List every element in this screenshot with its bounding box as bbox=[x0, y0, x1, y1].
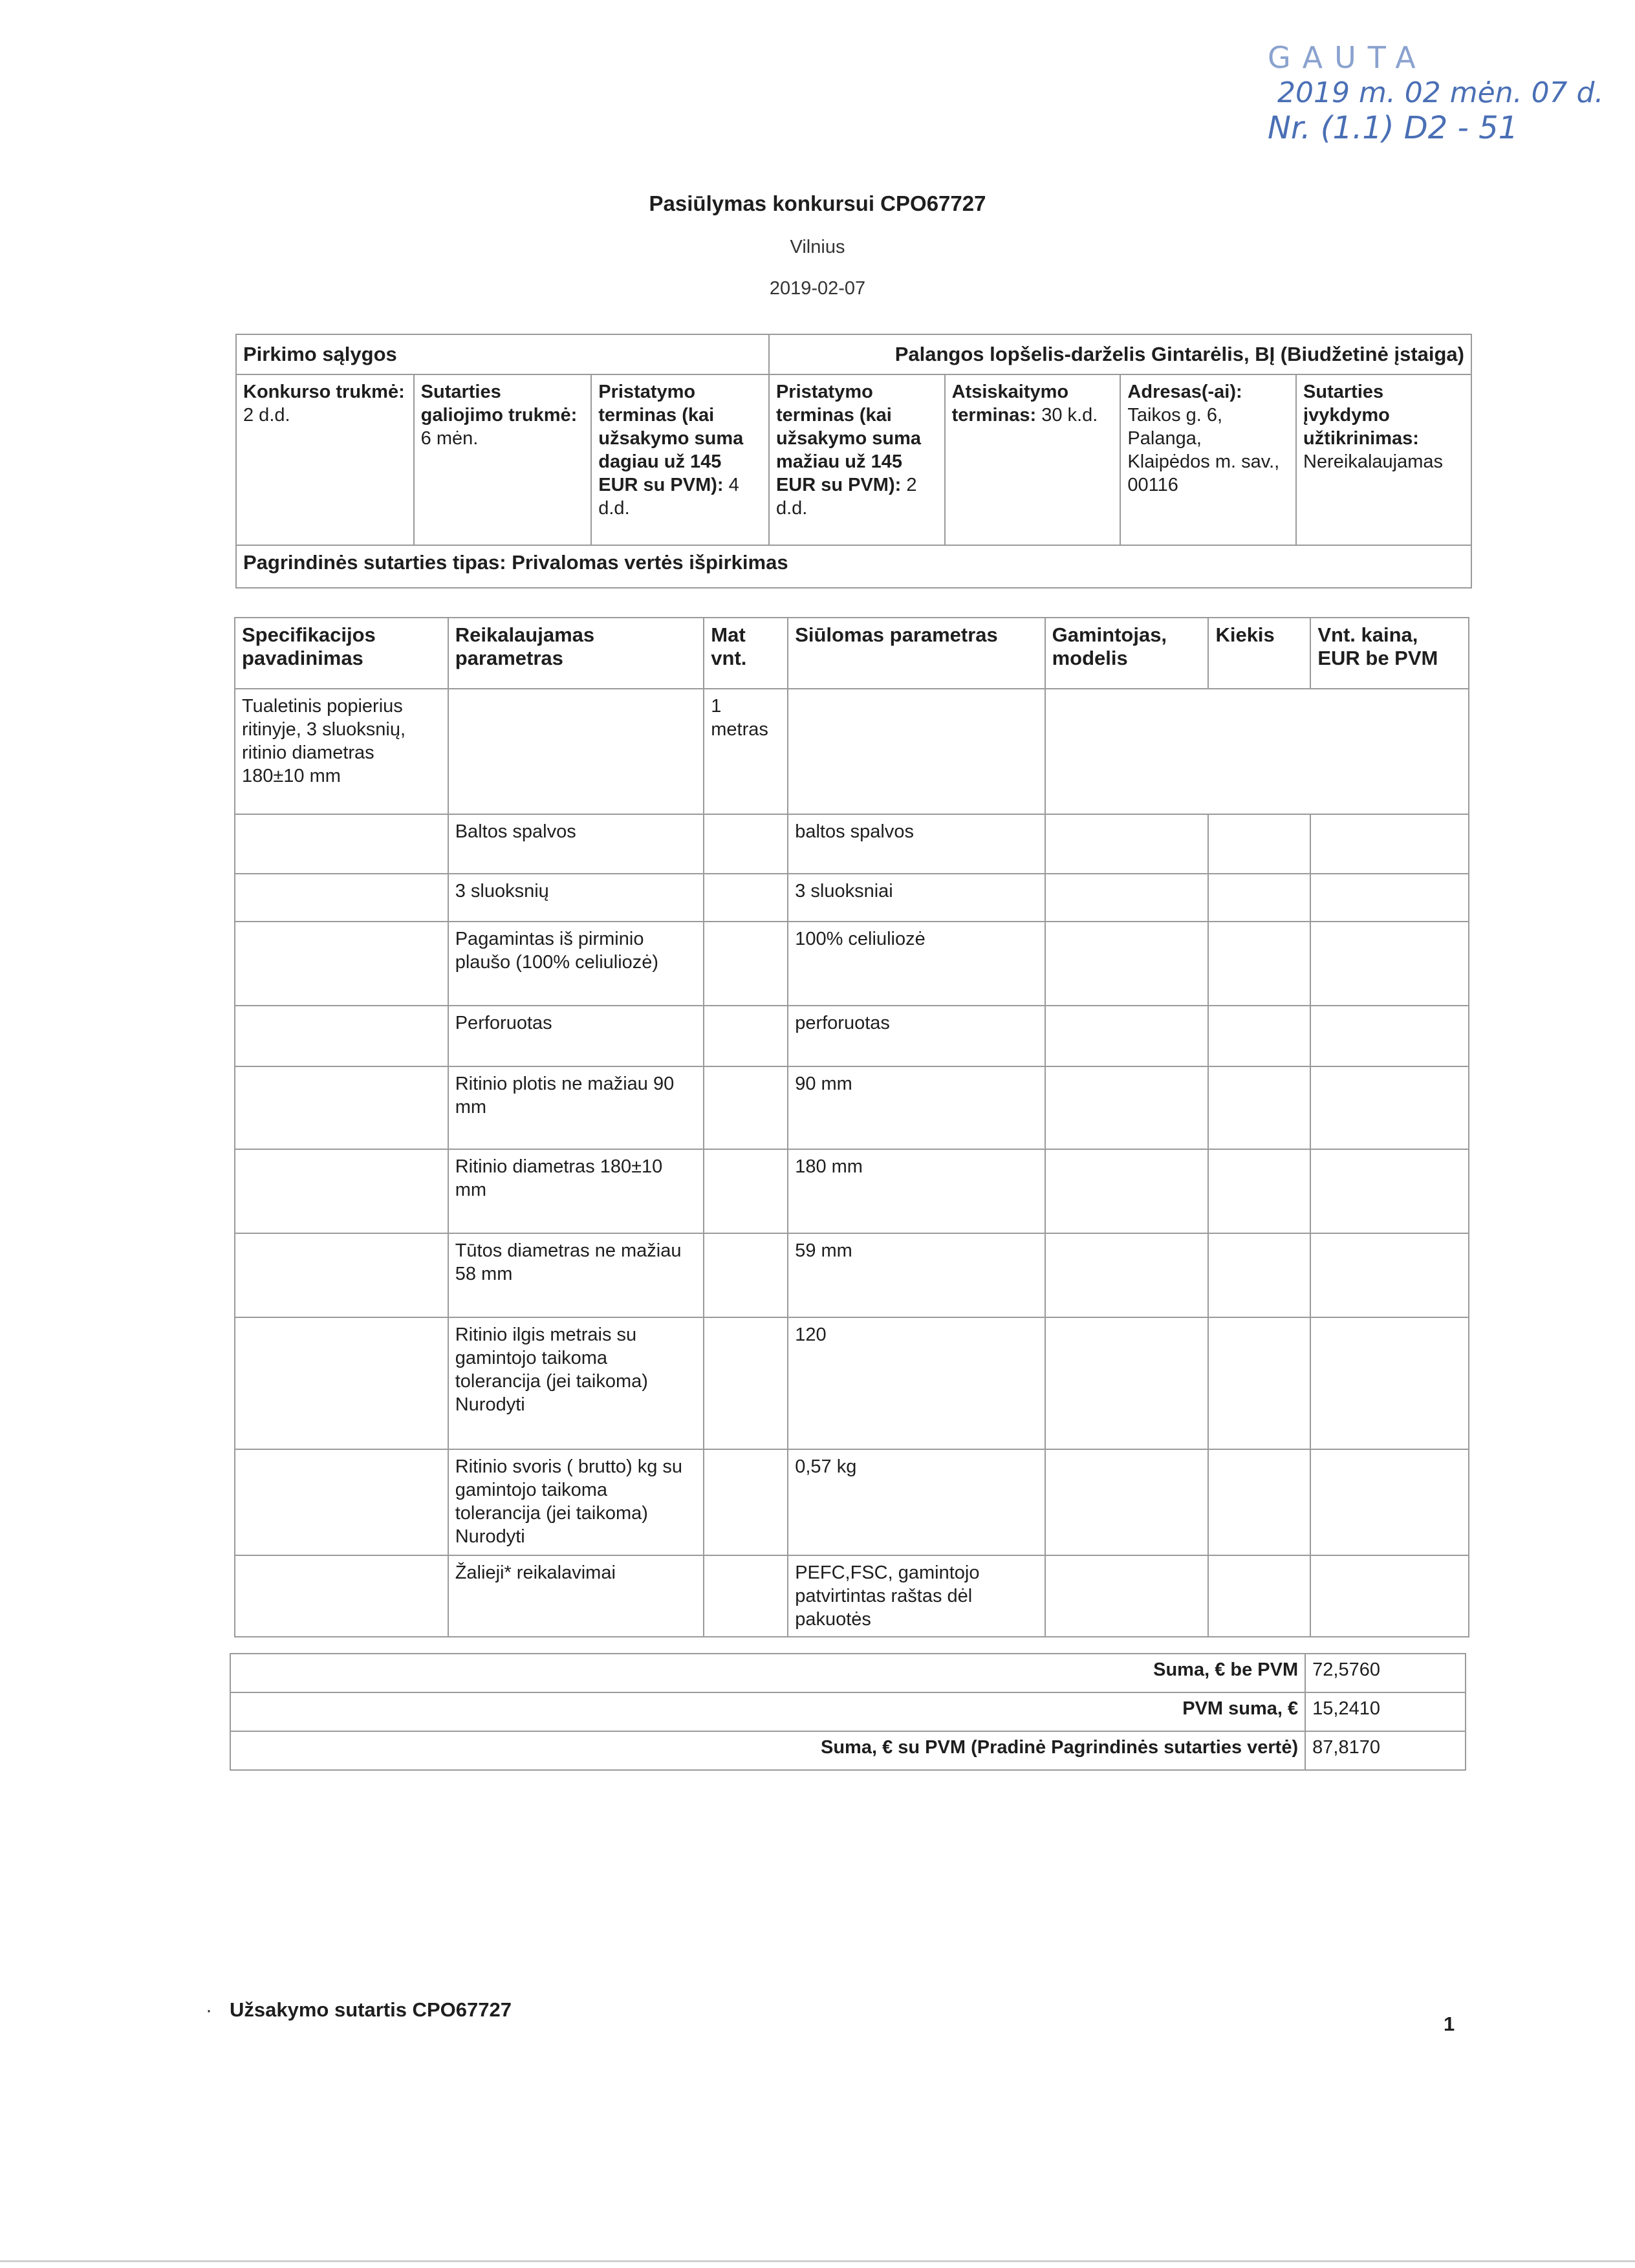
section-label: Pirkimo sąlygos bbox=[236, 334, 769, 374]
address-cell: Adresas(-ai): Taikos g. 6, Palanga, Klaipėdos m. sav., 00116 bbox=[1120, 374, 1296, 545]
footer-contract-ref: Užsakymo sutartis CPO67727 bbox=[230, 1998, 512, 2021]
required-param: Ritinio ilgis metrais su gamintojo taikoma tolerancija (jei taikoma) Nurodyti bbox=[448, 1317, 704, 1449]
table-row bbox=[235, 1449, 1469, 1555]
required-param: Pagamintas iš pirminio plaušo (100% celiuliozė) bbox=[448, 922, 704, 1006]
item-name: Tualetinis popierius ritinyje, 3 sluoksnių, ritinio diametras 180±10 mm bbox=[235, 689, 448, 814]
required-param: Tūtos diametras ne mažiau 58 mm bbox=[448, 1233, 704, 1317]
col-header-offered: Siūlomas parametras bbox=[788, 618, 1045, 689]
required-param: Žalieji* reikalavimai bbox=[448, 1555, 704, 1637]
col-header-qty: Kiekis bbox=[1208, 618, 1310, 689]
offered-param: 100% celiuliozė bbox=[788, 922, 1045, 1006]
col-header-unit: Mat vnt. bbox=[704, 618, 788, 689]
required-param: Ritinio diametras 180±10 mm bbox=[448, 1149, 704, 1233]
table-row bbox=[235, 1066, 1469, 1149]
offered-param: PEFC,FSC, gamintojo patvirtintas raštas dėl pakuotės bbox=[788, 1555, 1045, 1637]
offered-param: 3 sluoksniai bbox=[788, 874, 1045, 922]
buyer-name: Palangos lopšelis-darželis Gintarėlis, BĮ (Biudžetinė įstaiga) bbox=[769, 334, 1471, 374]
security-cell: Sutarties įvykdymo užtikrinimas: Nereikalaujamas bbox=[1296, 374, 1471, 545]
table-row bbox=[235, 1233, 1469, 1317]
footer-bullet: · bbox=[206, 2000, 212, 2021]
vat-total-label: PVM suma, € bbox=[230, 1692, 1305, 1731]
conditions-table bbox=[235, 334, 1472, 589]
table-row bbox=[235, 1006, 1469, 1066]
required-param: Perforuotas bbox=[448, 1006, 704, 1066]
offered-param: perforuotas bbox=[788, 1006, 1045, 1066]
net-total-value: 72,5760 bbox=[1305, 1654, 1466, 1692]
vat-total-value: 15,2410 bbox=[1305, 1692, 1466, 1731]
delivery-over-cell: Pristatymo terminas (kai užsakymo suma dagiau už 145 EUR su PVM): 4 d.d. bbox=[591, 374, 769, 545]
offered-param: 0,57 kg bbox=[788, 1449, 1045, 1555]
totals-table bbox=[230, 1653, 1466, 1771]
offered-param: 120 bbox=[788, 1317, 1045, 1449]
received-stamp-title: GAUTA bbox=[1268, 40, 1427, 75]
specification-table bbox=[234, 617, 1469, 1637]
page-number: 1 bbox=[1444, 2013, 1455, 2035]
document-title: Pasiūlymas konkursui CPO67727 bbox=[649, 191, 986, 215]
document-city: Vilnius bbox=[790, 237, 845, 257]
col-header-price: Vnt. kaina, EUR be PVM bbox=[1310, 618, 1469, 689]
net-total-label: Suma, € be PVM bbox=[230, 1654, 1305, 1692]
col-header-required: Reikalaujamas parametras bbox=[448, 618, 704, 689]
received-stamp-number: Nr. (1.1) D2 - 51 bbox=[1268, 110, 1519, 146]
offered-param: 59 mm bbox=[788, 1233, 1045, 1317]
table-row bbox=[235, 1317, 1469, 1449]
document-date: 2019-02-07 bbox=[769, 278, 866, 299]
table-row bbox=[235, 922, 1469, 1006]
required-param: Ritinio plotis ne mažiau 90 mm bbox=[448, 1066, 704, 1149]
gross-total-value: 87,8170 bbox=[1305, 1731, 1466, 1770]
contest-duration-cell: Konkurso trukmė: 2 d.d. bbox=[236, 374, 414, 545]
col-header-manufacturer: Gamintojas, modelis bbox=[1045, 618, 1209, 689]
table-row bbox=[235, 1149, 1469, 1233]
table-row bbox=[235, 689, 1469, 814]
contract-type-cell: Pagrindinės sutarties tipas: Privalomas vertės išpirkimas bbox=[236, 545, 1471, 588]
col-header-name: Specifikacijos pavadinimas bbox=[235, 618, 448, 689]
table-row bbox=[235, 874, 1469, 922]
required-param: 3 sluoksnių bbox=[448, 874, 704, 922]
offered-param: 90 mm bbox=[788, 1066, 1045, 1149]
received-stamp-date: 2019 m. 02 mėn. 07 d. bbox=[1277, 76, 1604, 109]
delivery-under-cell: Pristatymo terminas (kai užsakymo suma mažiau už 145 EUR su PVM): 2 d.d. bbox=[769, 374, 945, 545]
required-param: Baltos spalvos bbox=[448, 814, 704, 874]
scan-edge-line bbox=[0, 2260, 1635, 2262]
offered-param: baltos spalvos bbox=[788, 814, 1045, 874]
table-row bbox=[235, 1555, 1469, 1637]
offered-param: 180 mm bbox=[788, 1149, 1045, 1233]
payment-term-cell: Atsiskaitymo terminas: 30 k.d. bbox=[945, 374, 1121, 545]
table-row bbox=[235, 814, 1469, 874]
item-unit: 1 metras bbox=[704, 689, 788, 814]
validity-cell: Sutarties galiojimo trukmė: 6 mėn. bbox=[414, 374, 592, 545]
required-param: Ritinio svoris ( brutto) kg su gamintojo taikoma tolerancija (jei taikoma) Nurodyti bbox=[448, 1449, 704, 1555]
gross-total-label: Suma, € su PVM (Pradinė Pagrindinės sutarties vertė) bbox=[230, 1731, 1305, 1770]
